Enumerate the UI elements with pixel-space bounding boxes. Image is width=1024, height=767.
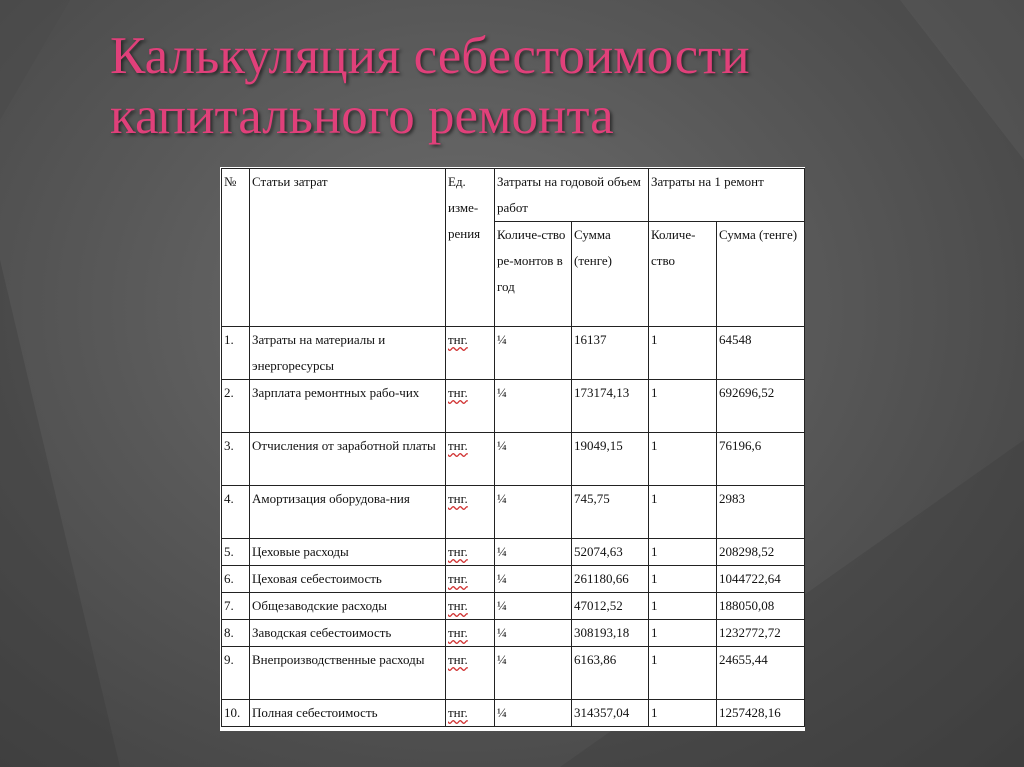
row-repair-qty: 1 xyxy=(649,380,717,433)
table-row xyxy=(222,566,805,593)
row-num: 6. xyxy=(222,566,250,593)
table-row xyxy=(222,486,805,539)
row-item: Цеховая себестоимость xyxy=(250,566,446,593)
row-num: 1. xyxy=(222,327,250,380)
row-annual-sum: 47012,52 xyxy=(572,593,649,620)
row-annual-sum: 314357,04 xyxy=(572,700,649,727)
row-item: Отчисления от заработной платы xyxy=(250,433,446,486)
row-repair-sum: 76196,6 xyxy=(717,433,805,486)
cost-table xyxy=(221,168,805,727)
row-num: 10. xyxy=(222,700,250,727)
row-num: 4. xyxy=(222,486,250,539)
row-repair-qty: 1 xyxy=(649,539,717,566)
row-item: Полная себестоимость xyxy=(250,700,446,727)
row-num: 2. xyxy=(222,380,250,433)
row-num: 7. xyxy=(222,593,250,620)
row-annual-sum: 308193,18 xyxy=(572,620,649,647)
row-annual-qty: ¼ xyxy=(495,700,572,727)
row-repair-sum: 2983 xyxy=(717,486,805,539)
row-repair-sum: 1044722,64 xyxy=(717,566,805,593)
row-repair-qty: 1 xyxy=(649,593,717,620)
table-row xyxy=(222,327,805,380)
table-row xyxy=(222,380,805,433)
row-annual-sum: 19049,15 xyxy=(572,433,649,486)
row-unit: тнг. xyxy=(446,486,495,539)
row-repair-sum: 24655,44 xyxy=(717,647,805,700)
row-unit: тнг. xyxy=(446,433,495,486)
row-repair-qty: 1 xyxy=(649,486,717,539)
row-annual-qty: ¼ xyxy=(495,539,572,566)
row-num: 3. xyxy=(222,433,250,486)
header-unit: Ед. изме-рения xyxy=(446,169,495,327)
row-repair-qty: 1 xyxy=(649,647,717,700)
row-num: 8. xyxy=(222,620,250,647)
row-item: Цеховые расходы xyxy=(250,539,446,566)
title-line-1: Калькуляция себестоимости xyxy=(110,27,750,85)
row-unit: тнг. xyxy=(446,539,495,566)
row-annual-sum: 173174,13 xyxy=(572,380,649,433)
row-num: 9. xyxy=(222,647,250,700)
row-num: 5. xyxy=(222,539,250,566)
row-unit: тнг. xyxy=(446,647,495,700)
table-header-row xyxy=(222,169,805,222)
row-item: Амортизация оборудова-ния xyxy=(250,486,446,539)
header-per-repair-group: Затраты на 1 ремонт xyxy=(649,169,805,222)
table-row xyxy=(222,593,805,620)
row-repair-qty: 1 xyxy=(649,620,717,647)
table-row xyxy=(222,700,805,727)
row-item: Затраты на материалы и энергоресурсы xyxy=(250,327,446,380)
table-row xyxy=(222,433,805,486)
header-annual-sum: Сумма (тенге) xyxy=(572,222,649,327)
header-repair-qty: Количе-ство xyxy=(649,222,717,327)
row-annual-qty: ¼ xyxy=(495,380,572,433)
row-repair-qty: 1 xyxy=(649,327,717,380)
row-item: Зарплата ремонтных рабо-чих xyxy=(250,380,446,433)
table-row xyxy=(222,620,805,647)
row-unit: тнг. xyxy=(446,566,495,593)
row-annual-qty: ¼ xyxy=(495,566,572,593)
table-row xyxy=(222,539,805,566)
header-annual-group: Затраты на годовой объем работ xyxy=(495,169,649,222)
row-annual-qty: ¼ xyxy=(495,620,572,647)
row-repair-qty: 1 xyxy=(649,433,717,486)
row-annual-sum: 261180,66 xyxy=(572,566,649,593)
title-line-2: капитального ремонта xyxy=(110,87,614,145)
slide-title xyxy=(110,26,970,146)
row-annual-sum: 52074,63 xyxy=(572,539,649,566)
header-annual-qty: Количе-ство ре-монтов в год xyxy=(495,222,572,327)
cost-table-container xyxy=(220,167,805,731)
row-annual-qty: ¼ xyxy=(495,433,572,486)
row-annual-sum: 745,75 xyxy=(572,486,649,539)
row-repair-sum: 692696,52 xyxy=(717,380,805,433)
header-num: № xyxy=(222,169,250,327)
row-unit: тнг. xyxy=(446,380,495,433)
row-annual-qty: ¼ xyxy=(495,486,572,539)
row-unit: тнг. xyxy=(446,327,495,380)
row-annual-qty: ¼ xyxy=(495,593,572,620)
row-repair-qty: 1 xyxy=(649,566,717,593)
row-unit: тнг. xyxy=(446,593,495,620)
row-repair-sum: 64548 xyxy=(717,327,805,380)
header-repair-sum: Сумма (тенге) xyxy=(717,222,805,327)
row-item: Общезаводские расходы xyxy=(250,593,446,620)
row-annual-qty: ¼ xyxy=(495,647,572,700)
row-item: Внепроизводственные расходы xyxy=(250,647,446,700)
row-unit: тнг. xyxy=(446,700,495,727)
row-annual-sum: 6163,86 xyxy=(572,647,649,700)
row-annual-qty: ¼ xyxy=(495,327,572,380)
row-repair-sum: 208298,52 xyxy=(717,539,805,566)
table-row xyxy=(222,647,805,700)
header-item: Статьи затрат xyxy=(250,169,446,327)
row-repair-sum: 1232772,72 xyxy=(717,620,805,647)
row-repair-sum: 1257428,16 xyxy=(717,700,805,727)
row-repair-qty: 1 xyxy=(649,700,717,727)
row-item: Заводская себестоимость xyxy=(250,620,446,647)
row-annual-sum: 16137 xyxy=(572,327,649,380)
row-unit: тнг. xyxy=(446,620,495,647)
row-repair-sum: 188050,08 xyxy=(717,593,805,620)
